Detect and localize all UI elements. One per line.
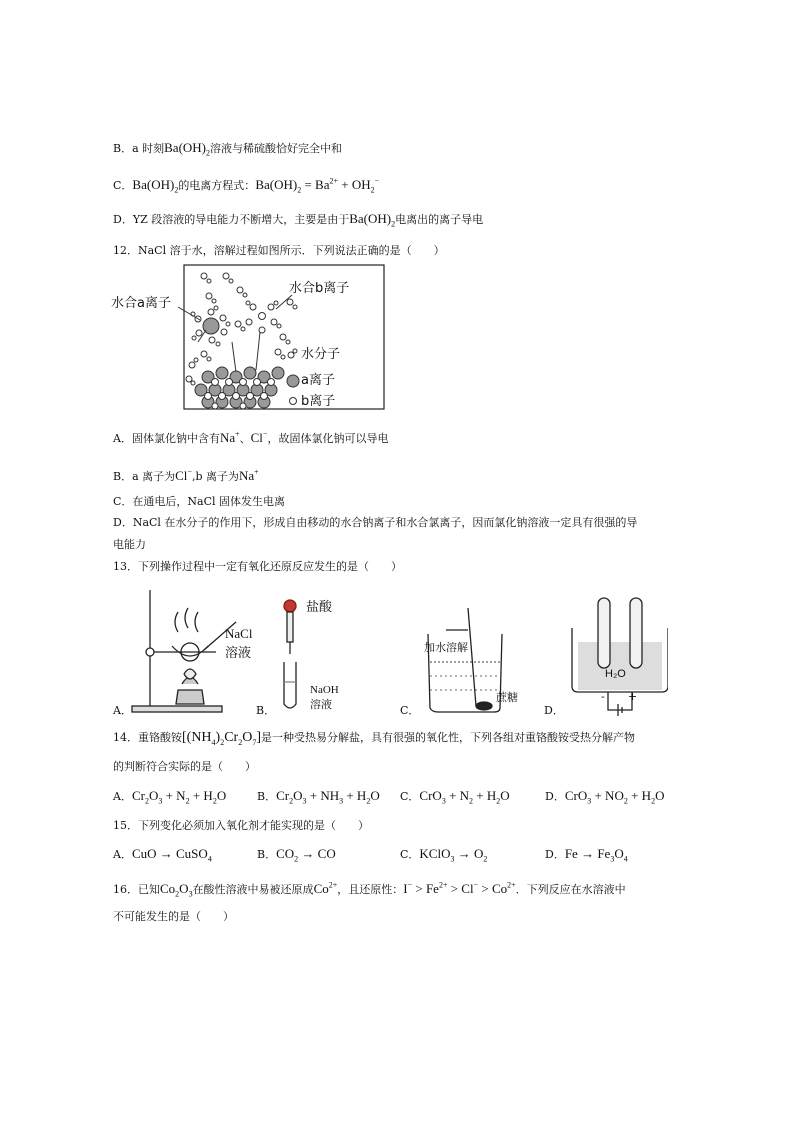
q15-option-d[interactable]: D．$Fe \to Fe_3O_4$ bbox=[545, 846, 628, 864]
q16-stem-line2: 不可能发生的是（ ） bbox=[113, 910, 234, 923]
q12-stem: 12．NaCl 溶于水，溶解过程如图所示．下列说法正确的是（ ） bbox=[113, 244, 445, 257]
q13-option-b[interactable]: B． bbox=[256, 704, 276, 717]
q15-option-a[interactable]: A．CuO → CuSO$_4$ bbox=[113, 846, 212, 864]
q11-option-b[interactable]: B．a 时刻$Ba(OH)_2$溶液与稀硫酸恰好完全中和 bbox=[113, 140, 343, 158]
q16-stem-line1: 16．已知$Co_2O_3$在酸性溶液中易被还原成$Co^{2+}$，且还原性：$I^- > Fe^{2+} > Cl^- > Co^{2+}$．下列反应在水溶液中 bbox=[113, 880, 626, 899]
q12-option-a[interactable]: A．固体氯化钠中含有Na+、Cl−，故固体氯化钠可以导电 bbox=[113, 429, 389, 445]
q15-stem: 15．下列变化必须加入氧化剂才能实现的是（ ） bbox=[113, 819, 369, 832]
label-hydrochloric-acid: 盐酸 bbox=[306, 600, 333, 615]
label-hydrated-a-ion: 水合a离子 bbox=[111, 296, 171, 311]
evaporation-apparatus bbox=[132, 590, 236, 712]
q14-option-d[interactable]: D．$CrO_3 + NO_2 + H_2O$ bbox=[545, 788, 665, 806]
q14-option-c[interactable]: C．$CrO_3 + N_2 + H_2O$ bbox=[400, 788, 510, 806]
q11-option-c[interactable]: C．$Ba(OH)_2$的电离方程式：$Ba(OH)_2 = Ba^{2+} + OH_2^-$ bbox=[113, 176, 380, 195]
legend-a-ion: a离子 bbox=[301, 373, 335, 388]
label-water: H₂O bbox=[605, 668, 626, 680]
q14-option-a[interactable]: A．$Cr_2O_3 + N_2 + H_2O$ bbox=[113, 788, 227, 806]
label-negative: - bbox=[601, 690, 605, 703]
label-add-water-dissolve: 加水溶解 bbox=[424, 641, 468, 654]
q13-option-a[interactable]: A． bbox=[113, 704, 132, 717]
label-solution-b: 溶液 bbox=[310, 698, 332, 711]
q13-apparatus-figure bbox=[108, 582, 668, 722]
dropper-test-tube bbox=[284, 600, 296, 708]
label-positive: + bbox=[628, 690, 638, 703]
dissolving-beaker bbox=[428, 608, 502, 712]
q14-stem-line1: 14．重铬酸铵$[(NH_4)_2Cr_2O_7]$是一种受热易分解盐，具有很强的氧化性，下列各组对重铬酸铵受热分解产物 bbox=[113, 730, 636, 747]
label-sucrose: 蔗糖 bbox=[496, 691, 518, 704]
q14-option-b[interactable]: B．$Cr_2O_3 + NH_3 + H_2O$ bbox=[257, 788, 380, 806]
q12-option-c[interactable]: C．在通电后，NaCl 固体发生电离 bbox=[113, 495, 286, 508]
label-solution-a: 溶液 bbox=[225, 646, 252, 661]
label-nacl: NaCl bbox=[225, 626, 253, 641]
legend-water-molecule: 水分子 bbox=[301, 347, 341, 362]
ionization-equation: $Ba(OH)_2 = Ba^{2+} + OH_2^-$ bbox=[255, 176, 380, 195]
q15-option-c[interactable]: C．KClO$_3$ → $O_2$ bbox=[400, 846, 488, 864]
label-hydrated-b-ion: 水合b离子 bbox=[289, 281, 350, 296]
q12-option-d-line2: 电能力 bbox=[113, 538, 146, 551]
q13-option-d[interactable]: D． bbox=[544, 704, 564, 717]
q15-option-b[interactable]: B．$CO_2$ → CO bbox=[257, 846, 336, 864]
q13-stem: 13．下列操作过程中一定有氧化还原反应发生的是（ ） bbox=[113, 560, 402, 573]
q13-option-c[interactable]: C． bbox=[400, 704, 420, 717]
q14-stem-line2: 的判断符合实际的是（ ） bbox=[113, 760, 256, 773]
label-naoh: NaOH bbox=[310, 684, 339, 696]
q11-option-d[interactable]: D．YZ 段溶液的导电能力不断增大，主要是由于$Ba(OH)_2$电离出的离子导电 bbox=[113, 211, 484, 229]
legend-b-ion: b离子 bbox=[301, 394, 336, 409]
electrolysis-apparatus bbox=[572, 598, 668, 716]
q12-option-d-line1[interactable]: D．NaCl 在水分子的作用下，形成自由移动的水合钠离子和水合氯离子，因而氯化钠溶液一定具有很强的导 bbox=[113, 516, 638, 529]
q12-option-b[interactable]: B．a 离子为Cl−,b 离子为Na+ bbox=[113, 467, 259, 483]
